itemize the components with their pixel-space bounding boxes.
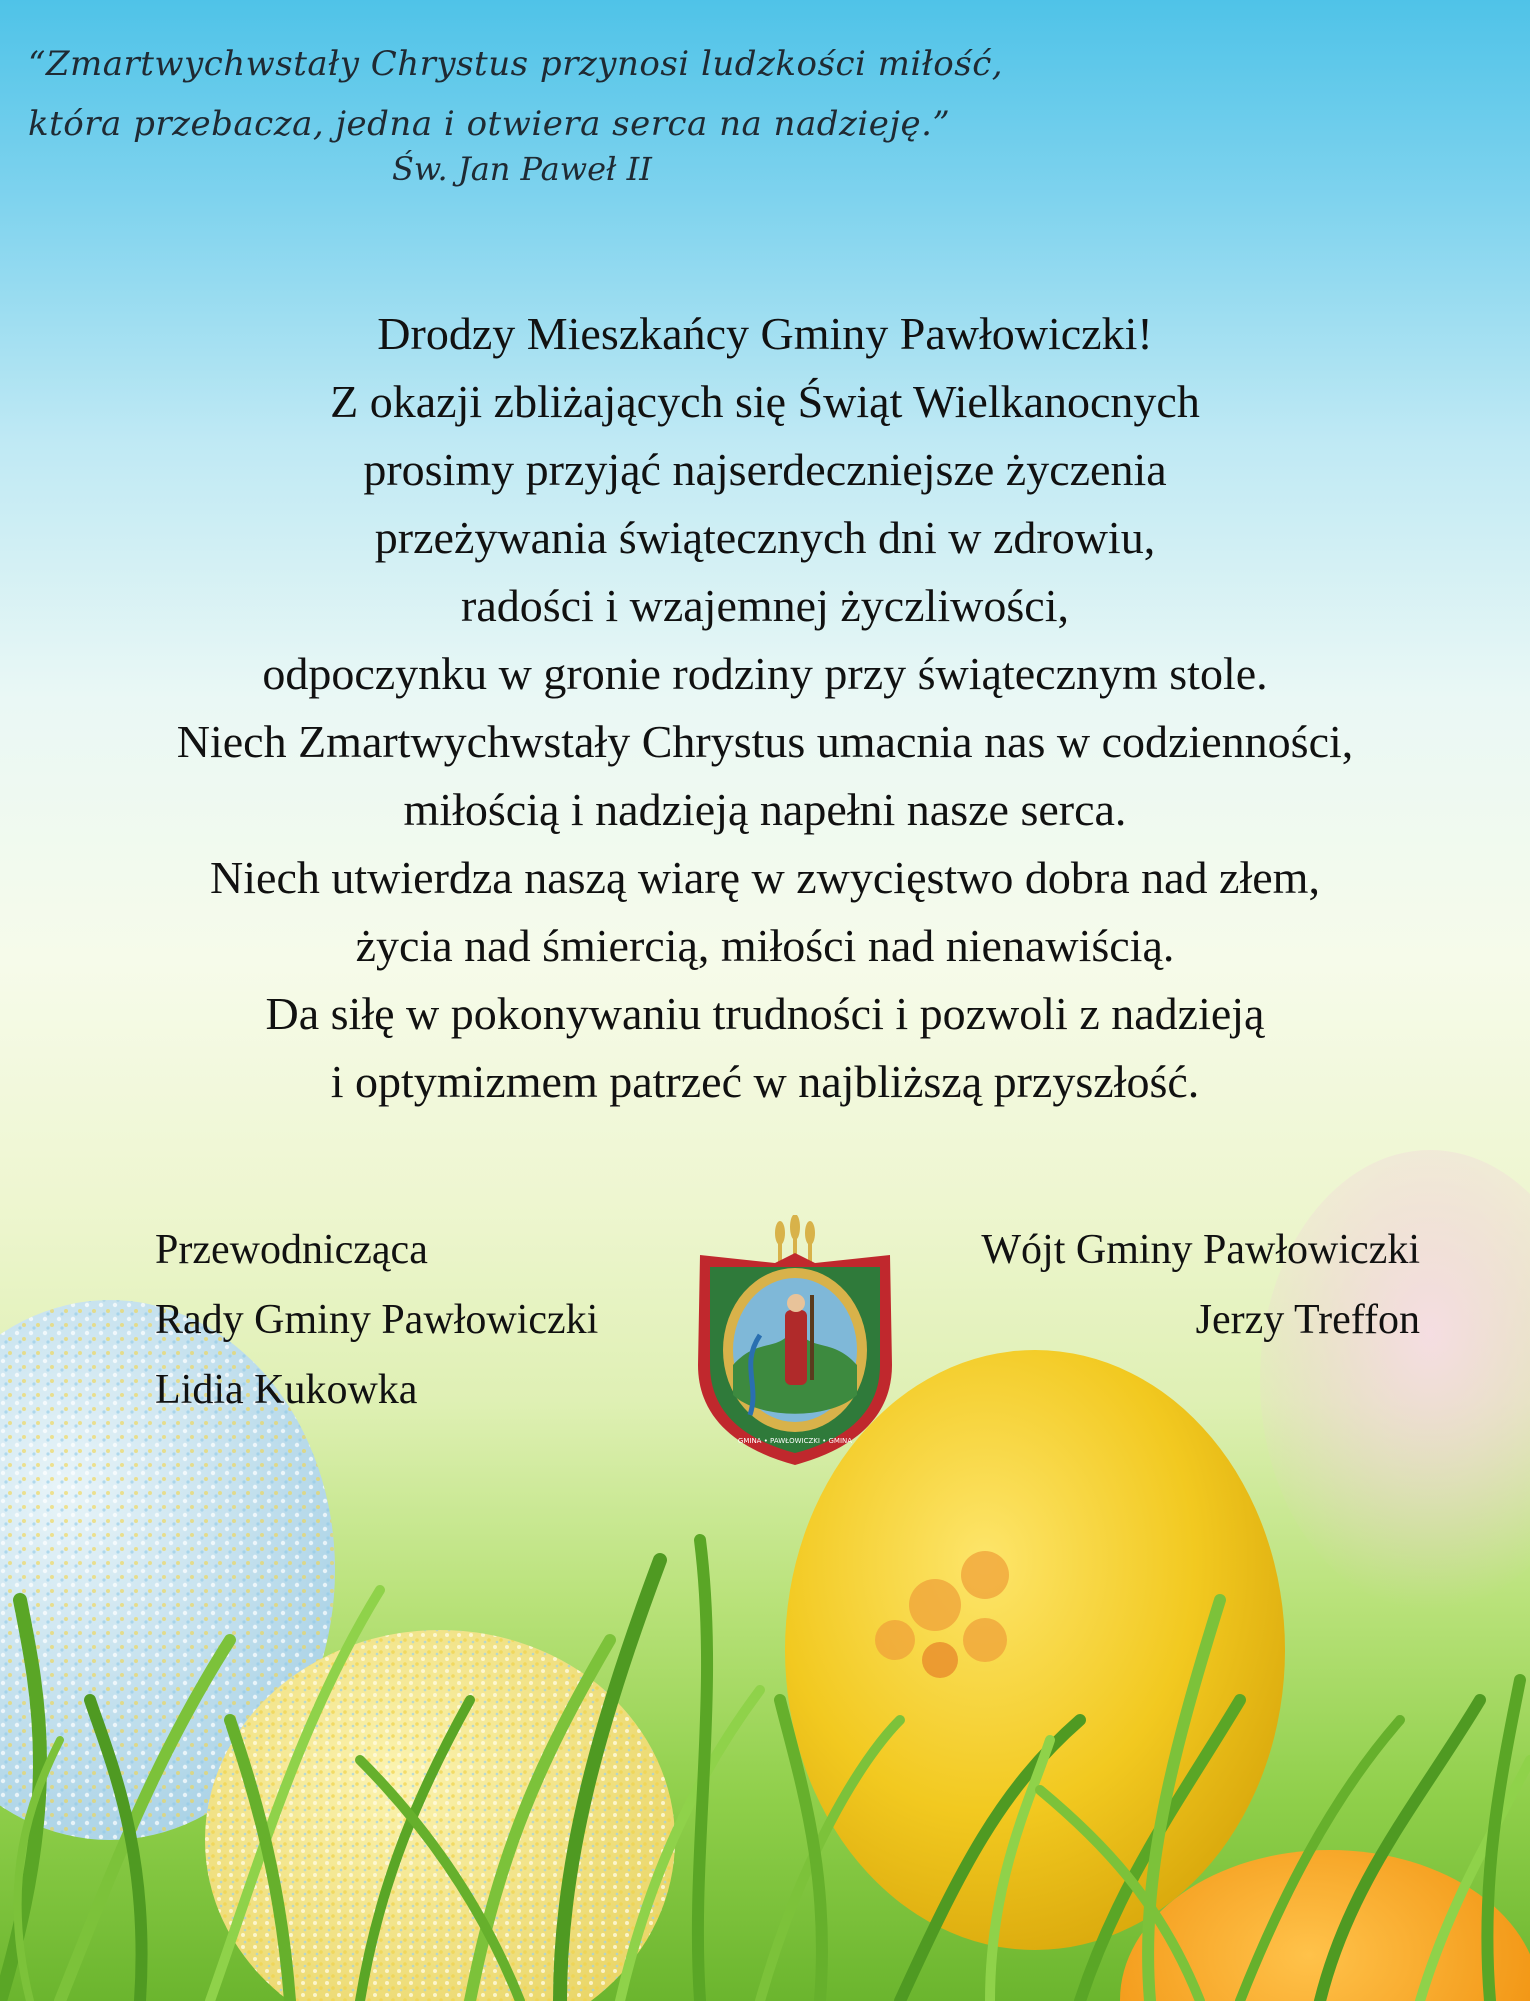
greeting-line: przeżywania świątecznych dni w zdrowiu, — [374, 512, 1156, 563]
greeting-line: miłością i nadzieją napełni nasze serca. — [403, 784, 1127, 835]
signature-title: Przewodnicząca — [155, 1227, 428, 1273]
greeting-line: Da siłę w pokonywaniu trudności i pozwoli z nadzieją — [265, 988, 1265, 1039]
signature-title: Wójt Gminy Pawłowiczki — [981, 1227, 1420, 1273]
greeting-text — [0, 300, 1530, 1116]
quote — [28, 34, 1028, 154]
greeting-heading: Drodzy Mieszkańcy Gminy Pawłowiczki! — [377, 308, 1153, 359]
quote-line: “Zmartwychwstały Chrystus przynosi ludzkości miłość, — [28, 44, 1004, 84]
greeting-line: i optymizmem patrzeć w najbliższą przyszłość. — [330, 1056, 1200, 1107]
quote-line: która przebacza, jedna i otwiera serca na nadzieję.” — [28, 104, 951, 144]
signature-name: Jerzy Treffon — [1195, 1297, 1420, 1343]
greeting-line: Z okazji zbliżających się Świąt Wielkanocnych — [330, 376, 1200, 427]
municipality-crest-logo — [680, 1215, 910, 1470]
signature-mayor — [981, 1215, 1420, 1355]
greeting-line: Niech utwierdza naszą wiarę w zwycięstwo dobra nad złem, — [210, 852, 1320, 903]
quote-author: Św. Jan Paweł II — [392, 150, 652, 188]
signature-council-chair — [155, 1215, 598, 1425]
signature-title: Rady Gminy Pawłowiczki — [155, 1297, 599, 1343]
crest-ribbon-text: GMINA • PAWŁOWICZKI • GMINA — [737, 1437, 853, 1445]
greeting-line: odpoczynku w gronie rodziny przy świątecznym stole. — [262, 648, 1268, 699]
greeting-line: Niech Zmartwychwstały Chrystus umacnia nas w codzienności, — [176, 716, 1354, 767]
greeting-line: radości i wzajemnej życzliwości, — [461, 580, 1069, 631]
greeting-line: życia nad śmiercią, miłości nad nienawiścią. — [355, 920, 1175, 971]
greeting-line: prosimy przyjąć najserdeczniejsze życzenia — [363, 444, 1167, 495]
signature-name: Lidia Kukowka — [155, 1367, 418, 1413]
